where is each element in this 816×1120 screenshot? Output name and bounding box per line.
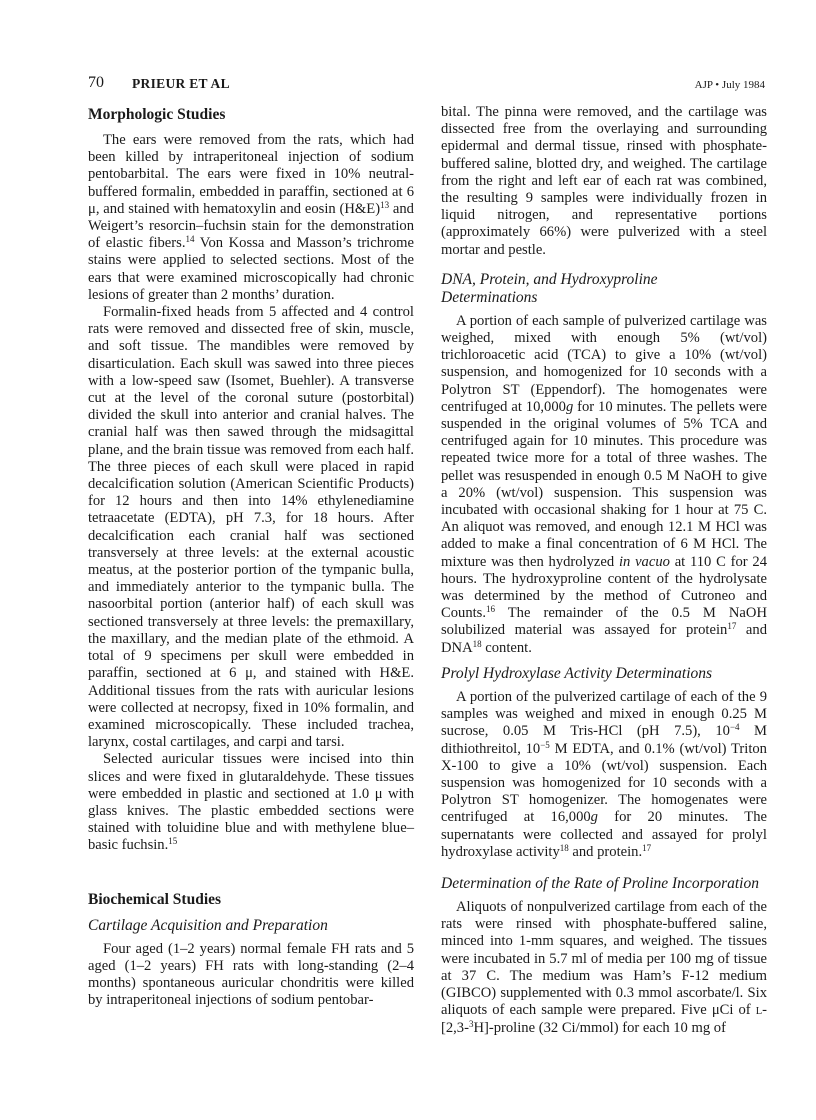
text-run-italic: g [590, 809, 598, 826]
subsection-heading-cartilage: Cartilage Acquisition and Preparation [88, 916, 328, 934]
paragraph-morphologic-1 [88, 132, 414, 304]
paragraph-proline-1 [441, 899, 767, 1038]
text-run-italic: g [565, 398, 574, 415]
paragraph-morphologic-3 [88, 751, 414, 854]
text-run: and protein. [568, 843, 643, 860]
section-heading-morphologic: Morphologic Studies [88, 106, 226, 123]
left-column [88, 104, 414, 1009]
text-run: M EDTA, and 0.1% (wt/vol) Triton X-100 to give a 10% (wt/vol) suspension. Each suspension was homogenized for 10 seconds with a Polytron ST homogenizer. The homogenates were centrifuged at 16,000 [441, 740, 767, 826]
subsection-heading-dna [441, 271, 767, 307]
running-head-authors: PRIEUR ET AL [132, 76, 230, 91]
reference-18: 18 [559, 842, 569, 853]
text-run: and DNA [441, 622, 767, 656]
running-head [88, 74, 765, 96]
text-run: -[2,3- [441, 1002, 767, 1037]
text-run: for 10 minutes. The pellets were suspended in the original volumes of 5% TCA and centrifuged again for 10 minutes. This procedure was repeated twice more for a total of three washes. The pellet was resuspended in enough 0.5 M NaOH to give a 20% (wt/vol) suspension. This suspension was incubated with occasional shaking for 1 hour at 75 C. An aliquot was removed, and enough 12.1 M HCl was added to make a final concentration of 6 M HCl. The mixture was then hydrolyzed [441, 398, 768, 570]
exponent: −4 [729, 722, 740, 733]
text-run: Selected auricular tissues were incised into thin slices and were fixed in glutaraldehyde. These tissues were embedded in plastic and sectioned at 1.0 μ with glass knives. The plastic embedded sections were stained with toluidine blue and with methylene blue–basic fuchsin. [88, 751, 414, 854]
heading-line: DNA, Protein, and Hydroxyproline [441, 270, 658, 288]
text-run: A portion of the pulverized cartilage of each of the 9 samples was weighed and mixed in enough 0.25 M sucrose, 0.05 M Tris-HCl (pH 7.5), 10 [441, 688, 767, 740]
reference-17: 17 [727, 621, 737, 632]
exponent: −5 [540, 739, 550, 750]
section-spacer [88, 855, 414, 889]
heading-line: Determinations [441, 288, 538, 306]
text-run: M dithiothreitol, 10 [441, 723, 767, 757]
text-run: at 110 C for 24 hours. The hydroxyproline content of the hydrolysate was determined by the method of Cutroneo and Counts. [441, 553, 767, 622]
right-column [441, 104, 767, 1038]
subsection-heading-proline: Determination of the Rate of Proline Incorporation [441, 874, 759, 892]
text-run-italic: in vacuo [618, 553, 670, 570]
reference-13: 13 [380, 199, 390, 210]
text-run: A portion of each sample of pulverized cartilage was weighed, mixed with enough 5% (wt/vol) trichloroacetic acid (TCA) to give a 10% (wt/vol) suspension, and homogenized for 10 seconds with a Polytron ST (Eppendorf). The homogenates were centrifuged at 10,000 [441, 312, 767, 415]
paragraph-dna-1 [441, 313, 767, 657]
small-caps-l: L [755, 1006, 763, 1018]
text-run: Aliquots of nonpulverized cartilage from each of the rats were rinsed with phosphate-buffered saline, minced into 1-mm squares, and weighed. The tissues were incubated in 5.7 ml of media per 100 mg of tissue at 37 C. The medium was Ham’s F-12 medium (GIBCO) supplemented with 0.3 mmol ascorbate/l. Six aliquots of each sample were prepared. Five μCi of [441, 898, 767, 1019]
isotope-superscript: 3 [468, 1019, 474, 1030]
journal-citation: AJP • July 1984 [694, 79, 765, 91]
reference-14: 14 [185, 234, 195, 245]
text-run: The ears were removed from the rats, which had been killed by intraperitoneal injection of sodium pentobarbital. The ears were fixed in 10% neutral-buffered formalin, embedded in paraffin, sectioned at 6 μ, and stained with hematoxylin and eosin (H&E) [88, 132, 414, 217]
reference-17: 17 [642, 842, 652, 853]
section-heading-biochemical: Biochemical Studies [88, 890, 222, 908]
text-run: Von Kossa and Masson’s trichrome stains were applied to selected sections. Most of the ears that were examined microscopically had chronic lesions of greater than 2 months’ duration. [88, 235, 415, 303]
paragraph-cartilage-1: Four aged (1–2 years) normal female FH rats and 5 aged (1–2 years) FH rats with long-standing (2–4 months) spontaneous auricular chondritis were killed by intraperitoneal injections of sodium pentobar- [88, 940, 414, 1009]
text-run: content. [481, 639, 532, 656]
reference-15: 15 [168, 836, 178, 847]
subsection-heading-prolyl: Prolyl Hydroxylase Activity Determinations [441, 664, 713, 682]
reference-16: 16 [486, 604, 496, 615]
text-run: The remainder of the 0.5 M NaOH solubilized material was assayed for protein [441, 605, 767, 639]
reference-18: 18 [472, 638, 482, 649]
paragraph-continuation: bital. The pinna were removed, and the cartilage was dissected free from the overlaying and surrounding epidermal and dermal tissue, rinsed with phosphate-buffered saline, blotted dry, and weighed. The cartilage from the right and left ear of each rat was combined, the resulting 9 samples were individually frozen in liquid nitrogen, and representative portions (approximately 66%) were pulverized with a steel mortar and pestle. [441, 104, 767, 258]
text-run: H]-proline (32 Ci/mmol) for each 10 mg of [473, 1020, 726, 1037]
paragraph-morphologic-2: Formalin-fixed heads from 5 affected and 4 control rats were removed and dissected free of skin, muscle, and soft tissue. The mandibles were removed by disarticulation. Each skull was sawed into three pieces with a low-speed saw (Isomet, Buehler). A transverse cut at the level of the coronal suture (postorbital) divided the skull into anterior and cranial halves. The cranial half was then sawed through the midsagittal plane, and the brain tissue was removed from each half. The three pieces of each skull were placed in rapid decalcification solution (American Scientific Products) for 12 hours and then into 14% ethylenediamine tetraacetate (EDTA), pH 7.3, for 18 hours. After decalcification each cranial half was sectioned transversely at three levels: at the external acoustic meatus, at the posterior portion of the tympanic bulla, and immediately anterior to the tympanic bulla. The nasoorbital portion (anterior half) of each skull was sectioned transversely at three levels: the premaxillary, the maxillary, and the median plate of the ethmoid. A total of 9 specimens per skull were embedded in paraffin, sectioned at 6 μ, and stained with H&E. Additional tissues from the rats with auricular lesions were collected at necropsy, fixed in 10% formalin, and examined microscopically. These included trachea, larynx, costal cartilages, and carpi and tarsi. [88, 304, 414, 751]
page-number: 70 [88, 74, 104, 91]
text-run: and Weigert’s resorcin–fuchsin stain for the demonstration of elastic fibers. [88, 200, 414, 252]
paragraph-prolyl-1 [441, 689, 767, 861]
text-run: for 20 minutes. The supernatants were collected and assayed for prolyl hydroxylase activity [441, 809, 767, 860]
